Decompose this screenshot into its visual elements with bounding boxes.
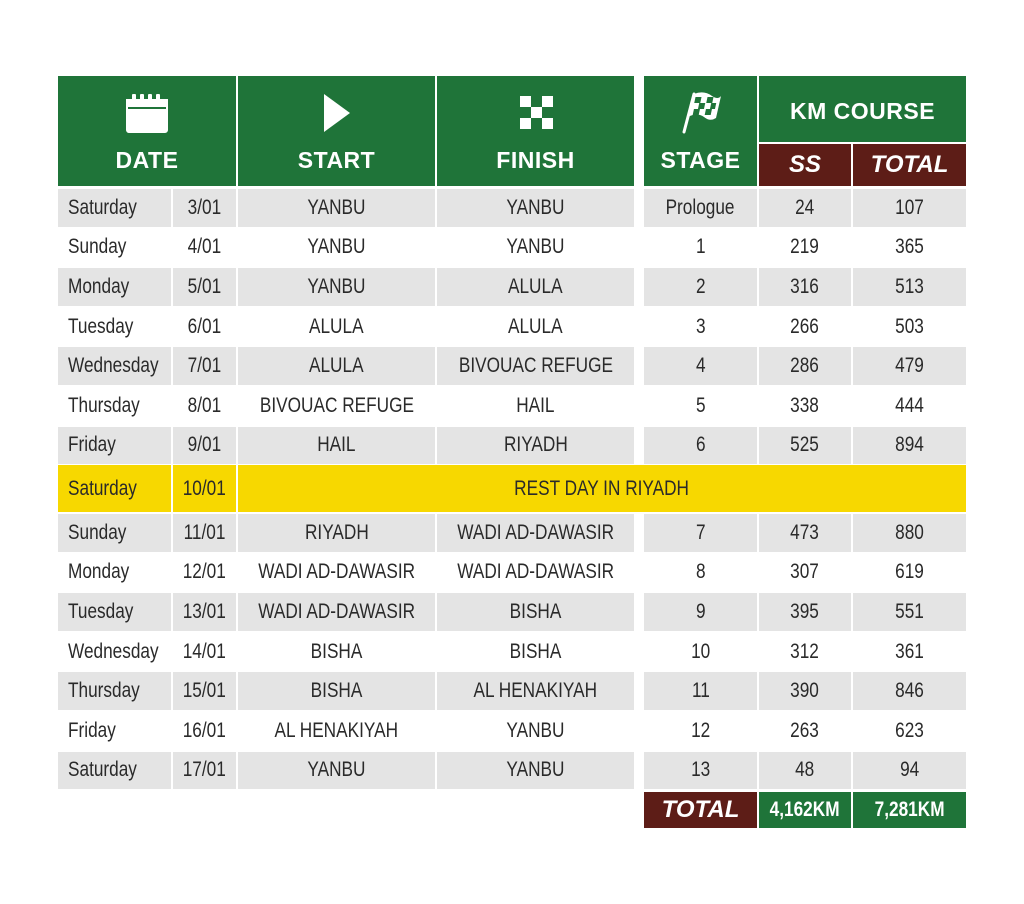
stage-value: 3 xyxy=(695,314,706,338)
finish-value: BIVOUAC REFUGE xyxy=(458,354,613,378)
day-value: Wednesday xyxy=(68,639,159,663)
cell-ss xyxy=(759,308,851,346)
start-value: BISHA xyxy=(310,639,363,663)
stage-value: 5 xyxy=(695,393,706,417)
cell-stage xyxy=(644,752,757,790)
start-value: YANBU xyxy=(307,235,366,259)
day-value: Thursday xyxy=(68,679,140,703)
total-value: 503 xyxy=(895,314,924,338)
cell-finish xyxy=(437,633,634,671)
day-value: Monday xyxy=(68,274,130,298)
cell-stage xyxy=(644,672,757,710)
cell-stage xyxy=(644,229,757,267)
ss-value: 525 xyxy=(790,433,820,457)
cell-date xyxy=(173,387,236,425)
cell-finish xyxy=(437,268,634,306)
finish-value: YANBU xyxy=(506,235,565,259)
cell-finish xyxy=(437,752,634,790)
rest-day-cell xyxy=(58,465,171,512)
start-value: YANBU xyxy=(307,758,366,782)
cell-start xyxy=(238,633,435,671)
cell-total xyxy=(853,554,966,592)
cell-finish xyxy=(437,514,634,552)
total-value: 880 xyxy=(895,520,924,544)
header-km-course xyxy=(759,76,966,142)
cell-start xyxy=(238,712,435,750)
cell-start xyxy=(238,347,435,385)
cell-total xyxy=(853,189,966,227)
cell-day xyxy=(58,593,171,631)
finish-header-label: FINISH xyxy=(496,147,575,173)
day-value: Saturday xyxy=(68,195,137,219)
cell-date xyxy=(173,229,236,267)
cell-finish xyxy=(437,593,634,631)
play-icon xyxy=(324,94,350,132)
checkered-square-icon xyxy=(520,96,553,129)
cell-ss xyxy=(759,554,851,592)
cell-finish xyxy=(437,189,634,227)
cell-total xyxy=(853,268,966,306)
cell-stage xyxy=(644,593,757,631)
cell-finish xyxy=(437,308,634,346)
ss-value: 395 xyxy=(790,599,820,623)
date-value: 4/01 xyxy=(187,235,222,259)
finish-value: BISHA xyxy=(509,639,562,663)
stage-value: 10 xyxy=(690,639,711,663)
cell-total xyxy=(853,712,966,750)
stage-value: Prologue xyxy=(666,195,735,219)
ss-value: 473 xyxy=(790,520,820,544)
stage-value: 9 xyxy=(695,599,706,623)
day-value: Tuesday xyxy=(68,314,134,338)
total-value: 623 xyxy=(895,718,924,742)
rest-label-cell xyxy=(238,465,966,512)
cell-date xyxy=(173,554,236,592)
cell-total xyxy=(853,229,966,267)
start-value: ALULA xyxy=(309,354,364,378)
cell-date xyxy=(173,308,236,346)
cell-finish xyxy=(437,347,634,385)
cell-start xyxy=(238,229,435,267)
totals-ss-value: 4,162KM xyxy=(770,798,840,821)
day-value: Thursday xyxy=(68,393,140,417)
total-value: 894 xyxy=(895,433,924,457)
cell-start xyxy=(238,514,435,552)
total-value: 479 xyxy=(895,354,924,378)
stage-header-label: STAGE xyxy=(660,147,741,173)
ss-value: 219 xyxy=(790,235,820,259)
totals-ss xyxy=(759,792,851,828)
cell-ss xyxy=(759,633,851,671)
total-value: 619 xyxy=(895,560,924,584)
date-value: 6/01 xyxy=(187,314,222,338)
cell-stage xyxy=(644,427,757,465)
totals-total-value: 7,281KM xyxy=(874,798,945,821)
cell-date xyxy=(173,514,236,552)
cell-date xyxy=(173,633,236,671)
finish-value: HAIL xyxy=(516,393,555,417)
cell-date xyxy=(173,672,236,710)
cell-day xyxy=(58,268,171,306)
day-value: Sunday xyxy=(68,235,127,259)
cell-stage xyxy=(644,347,757,385)
cell-total xyxy=(853,514,966,552)
rest-date-cell xyxy=(173,465,236,512)
date-value: 5/01 xyxy=(187,274,222,298)
finish-value: WADI AD-DAWASIR xyxy=(457,520,614,544)
ss-value: 286 xyxy=(790,354,820,378)
cell-stage xyxy=(644,387,757,425)
cell-day xyxy=(58,229,171,267)
finish-value: WADI AD-DAWASIR xyxy=(457,560,614,584)
cell-stage xyxy=(644,268,757,306)
total-value: 365 xyxy=(895,235,924,259)
date-value: 14/01 xyxy=(182,639,227,663)
total-value: 444 xyxy=(895,393,924,417)
ss-value: 24 xyxy=(795,195,815,219)
cell-start xyxy=(238,672,435,710)
ss-value: 307 xyxy=(790,560,820,584)
cell-total xyxy=(853,593,966,631)
cell-date xyxy=(173,427,236,465)
cell-finish xyxy=(437,427,634,465)
cell-start xyxy=(238,593,435,631)
cell-start xyxy=(238,268,435,306)
cell-ss xyxy=(759,752,851,790)
cell-stage xyxy=(644,514,757,552)
finish-value: YANBU xyxy=(506,718,565,742)
ss-value: 312 xyxy=(790,639,820,663)
rest-date-label: 10/01 xyxy=(182,476,227,500)
cell-day xyxy=(58,189,171,227)
cell-total xyxy=(853,633,966,671)
km-course-header-label: KM COURSE xyxy=(789,98,936,124)
date-value: 8/01 xyxy=(187,393,222,417)
finish-value: ALULA xyxy=(508,274,563,298)
day-value: Saturday xyxy=(68,758,137,782)
cell-day xyxy=(58,554,171,592)
total-value: 94 xyxy=(899,758,920,782)
date-value: 9/01 xyxy=(187,433,222,457)
cell-finish xyxy=(437,554,634,592)
day-value: Wednesday xyxy=(68,354,159,378)
cell-ss xyxy=(759,514,851,552)
cell-day xyxy=(58,633,171,671)
finish-value: BISHA xyxy=(509,599,562,623)
cell-day xyxy=(58,514,171,552)
cell-start xyxy=(238,189,435,227)
stage-value: 1 xyxy=(695,235,706,259)
header-total: TOTAL xyxy=(853,144,966,186)
header-finish xyxy=(437,76,634,186)
cell-total xyxy=(853,308,966,346)
ss-value: 390 xyxy=(790,679,820,703)
cell-start xyxy=(238,752,435,790)
ss-value: 316 xyxy=(790,274,820,298)
cell-ss xyxy=(759,672,851,710)
date-value: 17/01 xyxy=(182,758,227,782)
finish-value: YANBU xyxy=(506,758,565,782)
cell-ss xyxy=(759,712,851,750)
day-value: Friday xyxy=(68,718,116,742)
cell-start xyxy=(238,427,435,465)
cell-ss xyxy=(759,268,851,306)
total-value: 513 xyxy=(895,274,924,298)
start-value: YANBU xyxy=(307,274,366,298)
cell-stage xyxy=(644,712,757,750)
finish-value: ALULA xyxy=(508,314,563,338)
day-value: Friday xyxy=(68,433,116,457)
checkered-flag-icon xyxy=(680,90,722,134)
date-value: 12/01 xyxy=(182,560,227,584)
cell-total xyxy=(853,347,966,385)
cell-ss xyxy=(759,387,851,425)
cell-day xyxy=(58,347,171,385)
stage-value: 2 xyxy=(695,274,706,298)
start-value: BIVOUAC REFUGE xyxy=(259,393,414,417)
header-date xyxy=(58,76,236,186)
cell-stage xyxy=(644,554,757,592)
cell-day xyxy=(58,387,171,425)
ss-value: 266 xyxy=(790,314,820,338)
start-value: WADI AD-DAWASIR xyxy=(258,599,415,623)
cell-date xyxy=(173,593,236,631)
cell-day xyxy=(58,427,171,465)
date-value: 7/01 xyxy=(187,354,222,378)
totals-total xyxy=(853,792,966,828)
cell-day xyxy=(58,308,171,346)
total-value: 846 xyxy=(895,679,924,703)
total-value: 107 xyxy=(895,195,924,219)
cell-ss xyxy=(759,347,851,385)
calendar-icon xyxy=(125,94,169,134)
cell-finish xyxy=(437,229,634,267)
cell-finish xyxy=(437,387,634,425)
header-stage xyxy=(644,76,757,186)
cell-day xyxy=(58,752,171,790)
cell-date xyxy=(173,752,236,790)
cell-stage xyxy=(644,189,757,227)
total-value: 361 xyxy=(895,639,924,663)
cell-ss xyxy=(759,593,851,631)
cell-date xyxy=(173,268,236,306)
cell-total xyxy=(853,752,966,790)
cell-ss xyxy=(759,427,851,465)
cell-ss xyxy=(759,189,851,227)
cell-total xyxy=(853,427,966,465)
stage-value: 11 xyxy=(691,679,710,703)
cell-ss xyxy=(759,229,851,267)
stage-value: 8 xyxy=(695,560,706,584)
cell-finish xyxy=(437,672,634,710)
date-value: 16/01 xyxy=(182,718,227,742)
header-start xyxy=(238,76,435,186)
rest-day-text: REST DAY IN RIYADH xyxy=(514,476,690,500)
stage-value: 13 xyxy=(690,758,711,782)
date-value: 3/01 xyxy=(187,195,222,219)
day-value: Tuesday xyxy=(68,599,134,623)
date-value: 15/01 xyxy=(182,679,227,703)
total-value: 551 xyxy=(895,599,924,623)
cell-start xyxy=(238,387,435,425)
cell-total xyxy=(853,387,966,425)
stage-value: 4 xyxy=(695,354,706,378)
start-value: WADI AD-DAWASIR xyxy=(258,560,415,584)
cell-date xyxy=(173,712,236,750)
header-ss: SS xyxy=(759,144,851,186)
start-value: RIYADH xyxy=(304,520,369,544)
stage-value: 12 xyxy=(690,718,711,742)
cell-day xyxy=(58,672,171,710)
cell-date xyxy=(173,347,236,385)
ss-value: 338 xyxy=(790,393,820,417)
cell-start xyxy=(238,554,435,592)
day-value: Monday xyxy=(68,560,130,584)
stage-value: 6 xyxy=(695,433,706,457)
start-value: YANBU xyxy=(307,195,366,219)
date-header-label: DATE xyxy=(115,147,179,173)
cell-date xyxy=(173,189,236,227)
finish-value: AL HENAKIYAH xyxy=(473,679,598,703)
finish-value: RIYADH xyxy=(503,433,568,457)
date-value: 13/01 xyxy=(182,599,227,623)
cell-stage xyxy=(644,633,757,671)
start-value: BISHA xyxy=(310,679,363,703)
start-value: ALULA xyxy=(309,314,364,338)
start-value: HAIL xyxy=(317,433,356,457)
cell-stage xyxy=(644,308,757,346)
cell-start xyxy=(238,308,435,346)
cell-finish xyxy=(437,712,634,750)
totals-label: TOTAL xyxy=(644,792,757,828)
stage-value: 7 xyxy=(695,520,706,544)
ss-value: 263 xyxy=(790,718,820,742)
cell-day xyxy=(58,712,171,750)
rest-day-label: Saturday xyxy=(68,476,137,500)
finish-value: YANBU xyxy=(506,195,565,219)
ss-value: 48 xyxy=(795,758,815,782)
date-value: 11/01 xyxy=(183,520,226,544)
day-value: Sunday xyxy=(68,520,127,544)
cell-total xyxy=(853,672,966,710)
start-header-label: START xyxy=(297,147,376,173)
start-value: AL HENAKIYAH xyxy=(274,718,399,742)
